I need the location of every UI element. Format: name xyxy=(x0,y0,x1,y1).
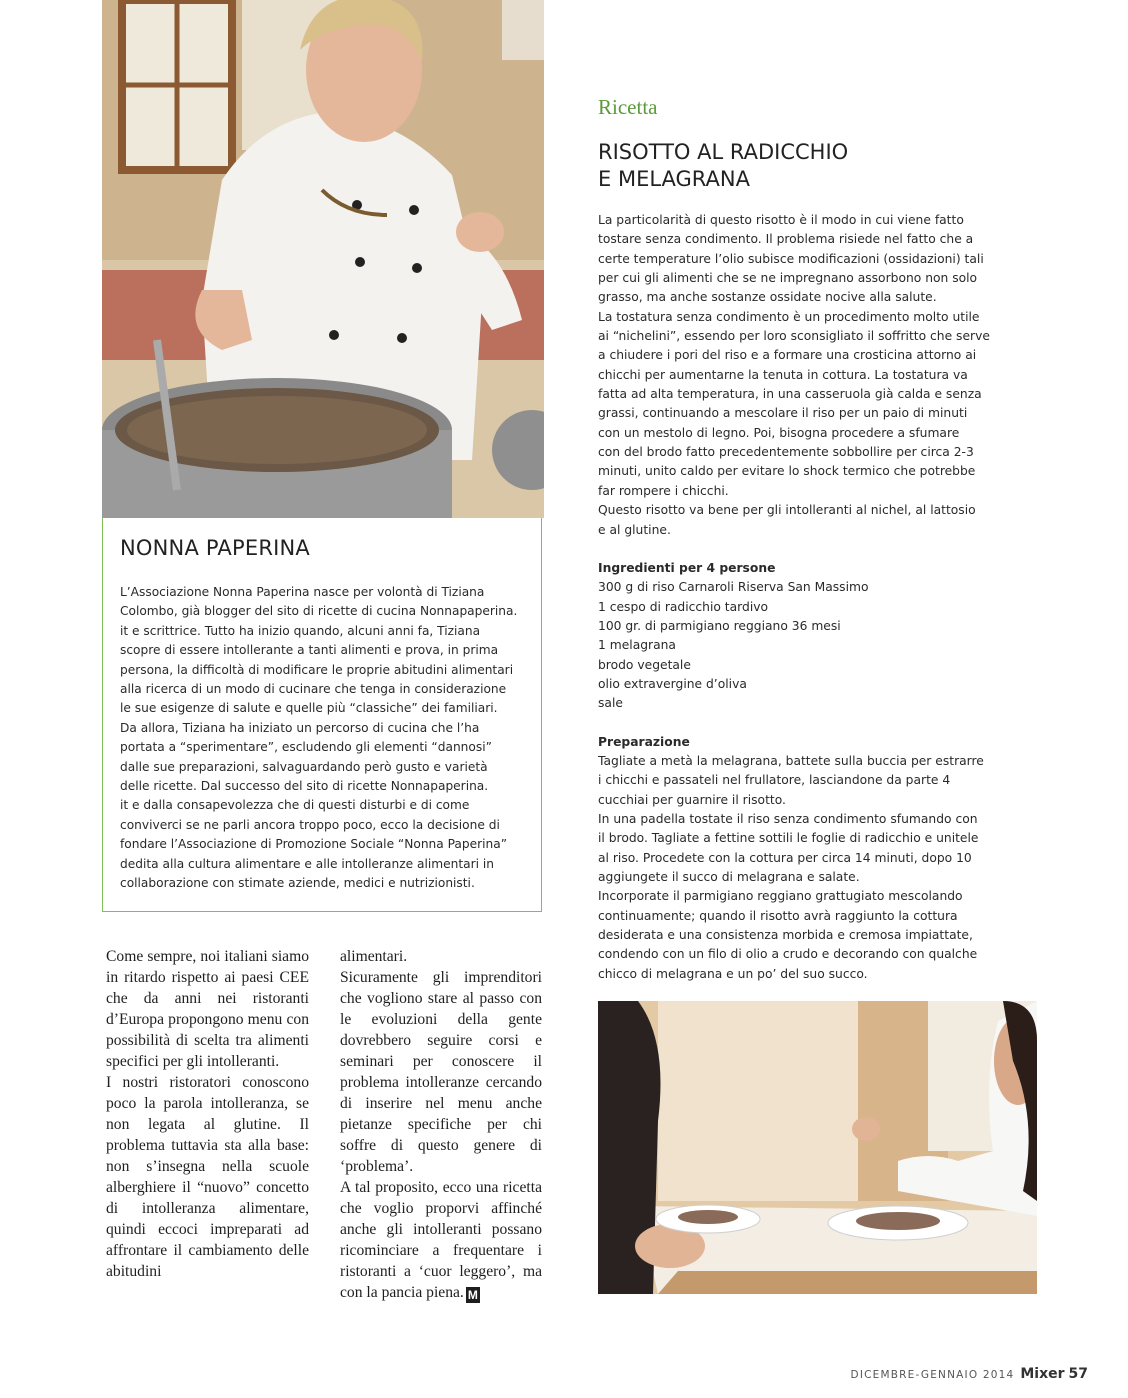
photo-chef-cooking-risotto xyxy=(102,0,544,518)
recipe-intro-line: ai “nichelini”, essendo per loro sconsigliato il soffritto che serve xyxy=(598,329,990,344)
recipe-intro-line: far rompere i chicchi. xyxy=(598,483,729,498)
photo-women-eating-risotto xyxy=(598,1001,1037,1294)
recipe-intro-line: La particolarità di questo risotto è il modo in cui viene fatto xyxy=(598,213,964,227)
ingredients-heading: Ingredienti per 4 persone xyxy=(598,560,776,575)
section-label: Ricetta xyxy=(598,95,658,119)
recipe-intro-line: con un mestolo di legno. Poi, bisogna procedere a sfumare xyxy=(598,425,960,440)
recipe-intro-line: per cui gli alimenti che se ne impregnano assorbono non solo xyxy=(598,271,978,286)
recipe-intro-line: minuti, unito caldo per evitare lo shock termico che potrebbe xyxy=(598,464,976,479)
preparation-line: chicco di melagrana e un po’ del suo succo. xyxy=(598,966,868,981)
sidebar-line: scopre di essere intollerante a tanti alimenti e prova, in prima xyxy=(120,643,499,658)
sidebar-line: L’Associazione Nonna Paperina nasce per volontà di Tiziana xyxy=(120,585,485,599)
recipe-intro-line: certe temperature l’olio subisce modificazioni (ossidazioni) tali xyxy=(598,251,984,266)
recipe-intro-line: e al glutine. xyxy=(598,522,671,537)
article-column-right xyxy=(340,946,542,1303)
preparation-line: il brodo. Tagliate a fettine sottili le foglie di radicchio e unitele xyxy=(598,831,979,846)
page-footer xyxy=(850,1363,1088,1382)
preparation-line: condendo con un filo di olio a crudo e decorando con qualche xyxy=(598,947,978,962)
article-text: A tal proposito, ecco una ricetta che voglio proporvi affinché anche gli intolleranti possano ricominciare a frequentare i ristoranti a ‘cuor leggero’, ma con la pancia piena. xyxy=(340,1179,542,1301)
preparation-line: In una padella tostate il riso senza condimento sfumando con xyxy=(598,811,978,826)
sidebar-line: delle ricette. Dal successo del sito di ricette Nonnapaperina. xyxy=(120,779,489,794)
page-number: 57 xyxy=(1068,1366,1088,1382)
recipe-intro-line: a chiudere i pori del riso e a formare una crosticina attorno ai xyxy=(598,348,977,363)
preparation-line: i chicchi e passateli nel frullatore, lasciandone da parte 4 xyxy=(598,773,951,788)
recipe-intro-line: Questo risotto va bene per gli intolleranti al nichel, al lattosio xyxy=(598,503,976,518)
sidebar-line: Da allora, Tiziana ha iniziato un percorso di cucina che l’ha xyxy=(120,720,480,735)
article-paragraph: Sicuramente gli imprenditori che vogliono stare al passo con le evoluzioni della gente dovrebbero seguire corsi e seminari per conoscere il problema intolleranze cercando di inserire nel menu anche pietanze specifiche per chi soffre di questo genere di ‘problema’. xyxy=(340,969,542,1175)
recipe-intro-line: La tostatura senza condimento è un procedimento molto utile xyxy=(598,309,980,324)
preparation-line: continuamente; quando il risotto avrà raggiunto la cottura xyxy=(598,908,958,923)
article-paragraph: I nostri ristoratori conoscono poco la parola intolleranza, se non legata al glutine. Il problema tuttavia sta alla base: non s’insegna nella scuole alberghiere il “nuovo” concetto di intolleranza alimentare, quindi eccoci impreparati ad affrontare il cambiamento delle abitudini xyxy=(106,1074,309,1280)
recipe-title-line: RISOTTO AL RADICCHIO xyxy=(598,140,849,164)
spacer xyxy=(598,540,1018,559)
sidebar-title: NONNA PAPERINA xyxy=(120,536,310,560)
recipe-intro-line: fatta ad alta temperatura, in una casseruola già calda e senza xyxy=(598,387,982,402)
spacer xyxy=(598,714,1018,733)
ingredient-item: 1 cespo di radicchio tardivo xyxy=(598,599,769,614)
recipe-title xyxy=(598,139,998,193)
article-paragraph: Come sempre, noi italiani siamo in ritardo rispetto ai paesi CEE che da anni nei ristoranti d’Europa propongono menu con possibilità di scelta tra alimenti specifici per gli intolleranti. xyxy=(106,948,309,1070)
preparation-heading: Preparazione xyxy=(598,734,690,749)
footer-magazine-name: Mixer xyxy=(1020,1366,1065,1382)
sidebar-line: le sue esigenze di salute e quelle più “classiche” dei familiari. xyxy=(120,701,498,716)
preparation-line: desiderata e una consistenza morbida e cremosa impiattate, xyxy=(598,928,973,943)
sidebar-line: it e dalla consapevolezza che di questi disturbi e di come xyxy=(120,798,470,813)
sidebar-line: collaborazione con stimate aziende, medici e nutrizionisti. xyxy=(120,876,475,891)
sidebar-body xyxy=(120,583,532,894)
sidebar-line: Colombo, già blogger del sito di ricette di cucina Nonnapaperina. xyxy=(120,604,518,619)
ingredient-item: 100 gr. di parmigiano reggiano 36 mesi xyxy=(598,618,841,633)
recipe-body xyxy=(598,211,1018,984)
recipe-intro-line: chicchi per aumentarne la tenuta in cottura. La tostatura va xyxy=(598,367,968,382)
footer-issue-date: DICEMBRE-GENNAIO 2014 xyxy=(850,1369,1015,1381)
end-of-article-mark: M xyxy=(467,1288,478,1302)
ingredient-item: brodo vegetale xyxy=(598,657,691,672)
sidebar-line: conviverci se ne parli ancora troppo poco, ecco la decisione di xyxy=(120,817,500,832)
sidebar-line: it e scrittrice. Tutto ha inizio quando, alcuni anni fa, Tiziana xyxy=(120,623,481,638)
sidebar-line: fondare l’Associazione di Promozione Sociale “Nonna Paperina” xyxy=(120,837,508,852)
sidebar-line: dalle sue preparazioni, salvaguardando però gusto e varietà xyxy=(120,759,488,774)
recipe-intro-line: tostare senza condimento. Il problema risiede nel fatto che a xyxy=(598,232,974,247)
sidebar-line: dedita alla cultura alimentare e alle intolleranze alimentari in xyxy=(120,856,494,871)
preparation-line: aggiungete il succo di melagrana e salate. xyxy=(598,870,860,884)
ingredient-item: olio extravergine d’oliva xyxy=(598,676,747,691)
preparation-line: Incorporate il parmigiano reggiano grattugiato mescolando xyxy=(598,889,963,904)
ingredient-item: 300 g di riso Carnaroli Riserva San Massimo xyxy=(598,580,869,595)
recipe-intro-line: grasso, ma anche sostanze ossidate nocive alla salute. xyxy=(598,290,937,305)
ingredient-item: 1 melagrana xyxy=(598,638,676,653)
recipe-title-line: E MELAGRANA xyxy=(598,167,750,191)
sidebar-line: portata a “sperimentare”, escludendo gli elementi “dannosi” xyxy=(120,740,492,755)
article-paragraph-last xyxy=(340,1177,542,1303)
sidebar-line: alla ricerca di un modo di cucinare che tenga in considerazione xyxy=(120,682,507,697)
sidebar-line: persona, la difficoltà di modificare le proprie abitudini alimentari xyxy=(120,662,514,677)
article-column-left xyxy=(106,946,309,1282)
preparation-line: cucchiai per guarnire il risotto. xyxy=(598,792,786,807)
recipe-intro-line: grassi, continuando a mescolare il riso per un paio di minuti xyxy=(598,406,968,421)
preparation-line: Tagliate a metà la melagrana, battete sulla buccia per estrarre xyxy=(598,753,984,768)
ingredient-item: sale xyxy=(598,696,623,711)
preparation-line: al riso. Procedete con la cottura per circa 14 minuti, dopo 10 xyxy=(598,850,972,865)
article-paragraph: alimentari. xyxy=(340,948,408,965)
recipe-intro-line: con del brodo fatto precedentemente sobbollire per circa 2-3 xyxy=(598,445,974,460)
